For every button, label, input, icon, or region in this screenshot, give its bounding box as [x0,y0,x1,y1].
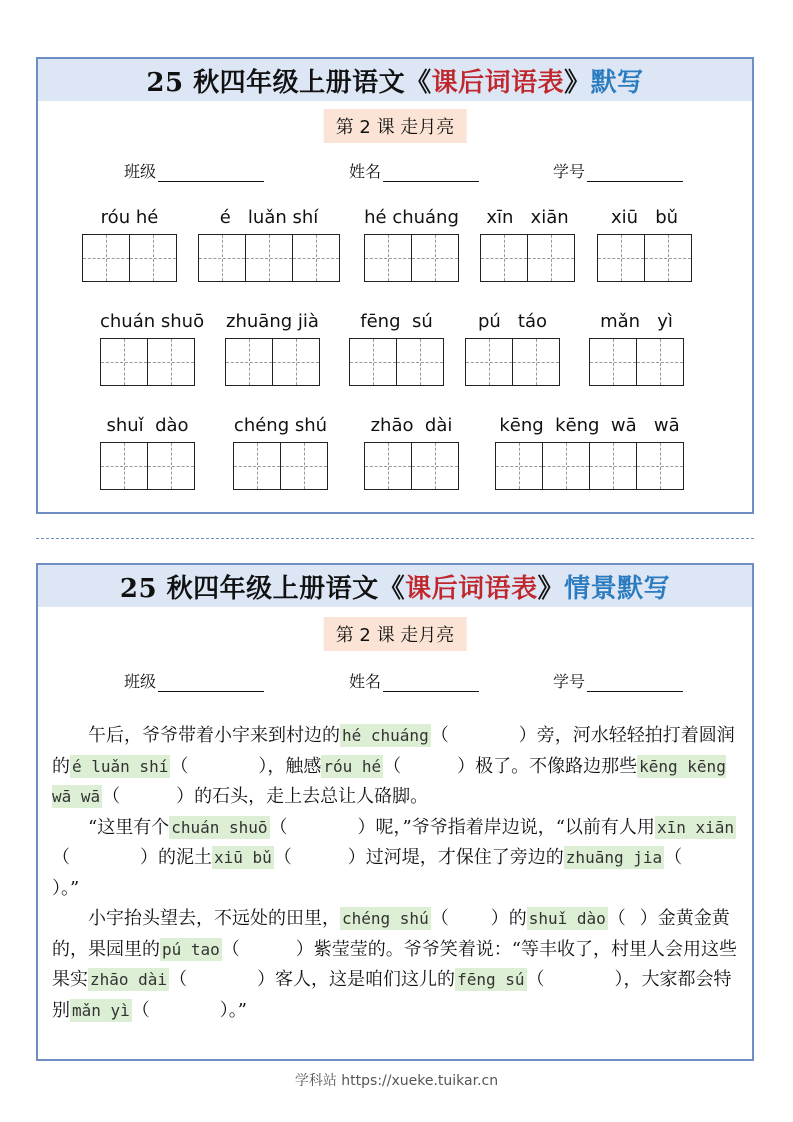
passage-text: （ [526,969,545,990]
passage-text: （ [664,847,683,868]
passage-text: “这里有个 [88,816,170,838]
pinyin-label: pú táo [477,311,548,332]
character-boxes [82,234,176,282]
passage-text: ）的 [490,908,527,929]
paragraph [52,813,744,905]
character-box[interactable] [233,442,281,490]
pinyin-label: hé chuáng [364,207,459,228]
character-boxes [225,338,319,386]
character-box[interactable] [542,442,590,490]
pinyin-highlight: shuǐ dào [528,909,606,928]
pinyin-word-group [233,415,328,495]
character-box[interactable] [100,442,148,490]
student-info-row [38,159,752,189]
pinyin-highlight: róu hé [323,756,382,776]
pinyin-word-group [597,207,692,287]
paragraph [52,904,744,1026]
pinyin-label: róu hé [100,207,159,228]
character-boxes [364,234,458,282]
character-box[interactable] [349,338,397,386]
character-box[interactable] [292,234,340,282]
pinyin-highlight: kēng kēng wā wā [52,756,726,806]
pinyin-highlight: zhuāng jia [565,848,663,867]
pinyin-highlight: fēng sú [457,970,525,989]
footer-watermark: 学科站 https://xueke.tuikar.cn [294,1073,499,1089]
passage-text: ）金黄金黄的，果园里的 [52,908,730,960]
character-box[interactable] [636,338,684,386]
passage-text: （ [221,938,240,960]
name-field[interactable]: 姓名 [349,669,479,692]
character-box[interactable] [597,234,645,282]
character-box[interactable] [527,234,575,282]
pinyin-highlight: pú tao [162,939,220,959]
passage-text: ）客人，这是咱们这儿的 [257,969,456,990]
pinyin-highlight: hé chuáng [342,726,429,745]
pinyin-word-group [480,207,575,287]
passage-text: ）。” [52,877,80,899]
character-boxes [198,234,339,282]
character-boxes [589,338,683,386]
passage-text: ）。” [219,999,247,1021]
character-box[interactable] [644,234,692,282]
pinyin-word-group [364,415,459,495]
character-box[interactable] [411,442,459,490]
pinyin-word-group [589,311,684,391]
pinyin-label: zhuāng jià [226,311,319,332]
character-box[interactable] [82,234,130,282]
passage-text: （ [430,908,449,929]
character-box[interactable] [245,234,293,282]
pinyin-highlight: é luǎn shí [72,756,169,776]
character-box[interactable] [129,234,177,282]
dictation-card [36,57,754,514]
character-box[interactable] [512,338,560,386]
character-boxes [364,442,458,490]
lesson-label: 第 2 课 走月亮 [324,617,467,651]
pinyin-highlight: chuán shuō [171,817,268,837]
student-id-field[interactable]: 学号 [553,159,683,182]
character-box[interactable] [198,234,246,282]
pinyin-highlight: xiū bǔ [214,848,272,867]
class-field[interactable]: 班级 [124,159,264,182]
passage-text: （ [169,969,188,990]
passage-text: 午后，爷爷带着小宇来到村边的 [88,725,340,746]
character-box[interactable] [589,338,637,386]
pinyin-highlight: zhāo dài [90,970,168,989]
pinyin-word-group [100,415,195,495]
character-box[interactable] [495,442,543,490]
pinyin-label: zhāo dài [370,415,453,436]
paragraph [52,721,744,813]
passage-text: （ [102,786,121,807]
passage-text: ）紫莹莹的。爷爷笑着说：“等丰收了，村里人会用这些果实 [52,938,737,990]
section-divider [36,538,754,539]
passage-text: （ [170,755,189,777]
character-box[interactable] [272,338,320,386]
character-box[interactable] [411,234,459,282]
character-box[interactable] [147,442,195,490]
passage-text: （ [607,908,626,929]
character-boxes [597,234,691,282]
pinyin-label: chuán shuō [100,311,205,332]
character-box[interactable] [589,442,637,490]
character-box[interactable] [225,338,273,386]
character-box[interactable] [480,234,528,282]
character-boxes [100,442,194,490]
character-box[interactable] [364,234,412,282]
passage-text: （ [269,816,288,838]
student-id-field[interactable]: 学号 [553,669,683,692]
passage-text: ）呢，”爷爷指着岸边说，“以前有人用 [357,816,655,838]
pinyin-word-group [364,207,459,287]
passage-text: ）过河堤，才保住了旁边的 [347,847,564,868]
passage-text: ）旁，河水轻轻拍打着圆润的 [52,725,735,777]
pinyin-label: chéng shú [233,415,328,436]
character-box[interactable] [465,338,513,386]
card-title: 25 秋四年级上册语文《 课后词语表 》 默写 [38,59,752,101]
card-title: 25 秋四年级上册语文《 课后词语表 》 情景默写 [38,565,752,607]
character-box[interactable] [280,442,328,490]
lesson-label: 第 2 课 走月亮 [324,109,467,143]
passage-text: 小宇抬头望去，不远处的田里， [88,908,340,929]
class-field[interactable]: 班级 [124,669,264,692]
story-passage [52,721,744,1026]
character-boxes [480,234,574,282]
passage-text: （ [131,999,150,1021]
pinyin-label: xiū bǔ [610,207,679,228]
pinyin-highlight: xīn xiān [656,817,734,837]
pinyin-word-group [349,311,444,391]
passage-text: （ [430,725,449,746]
character-box[interactable] [396,338,444,386]
pinyin-word-group [465,311,560,391]
pinyin-word-group [82,207,177,287]
pinyin-label: kēng kēng wā wā [499,415,680,436]
pinyin-label: fēng sú [360,311,433,332]
pinyin-label: é luǎn shí [219,207,319,228]
character-box[interactable] [100,338,148,386]
pinyin-highlight: mǎn yì [72,1000,130,1020]
character-boxes [349,338,443,386]
scenario-dictation-card [36,563,754,1061]
character-boxes [100,338,194,386]
character-box[interactable] [147,338,195,386]
character-box[interactable] [636,442,684,490]
passage-text: （ [273,847,292,868]
pinyin-label: xīn xiān [486,207,569,228]
student-info-row [38,669,752,699]
passage-text: ）的泥土 [140,847,212,868]
pinyin-word-group [225,311,320,391]
name-field[interactable]: 姓名 [349,159,479,182]
passage-text: ）的石头，走上去总让人硌脚。 [176,786,429,807]
pinyin-label: mǎn yì [600,311,673,332]
pinyin-highlight: chéng shú [342,909,429,928]
character-box[interactable] [364,442,412,490]
passage-text: ），触感 [258,755,322,777]
passage-text: ），大家都会特别 [52,969,732,1021]
passage-text: （ [383,755,402,777]
character-boxes [465,338,559,386]
pinyin-word-group [100,311,205,391]
passage-text: ）极了。不像路边那些 [457,755,638,777]
pinyin-word-group [198,207,340,287]
pinyin-label: shuǐ dào [106,415,189,436]
pinyin-word-group [495,415,684,495]
character-boxes [495,442,683,490]
passage-text: （ [52,847,70,868]
character-boxes [233,442,327,490]
